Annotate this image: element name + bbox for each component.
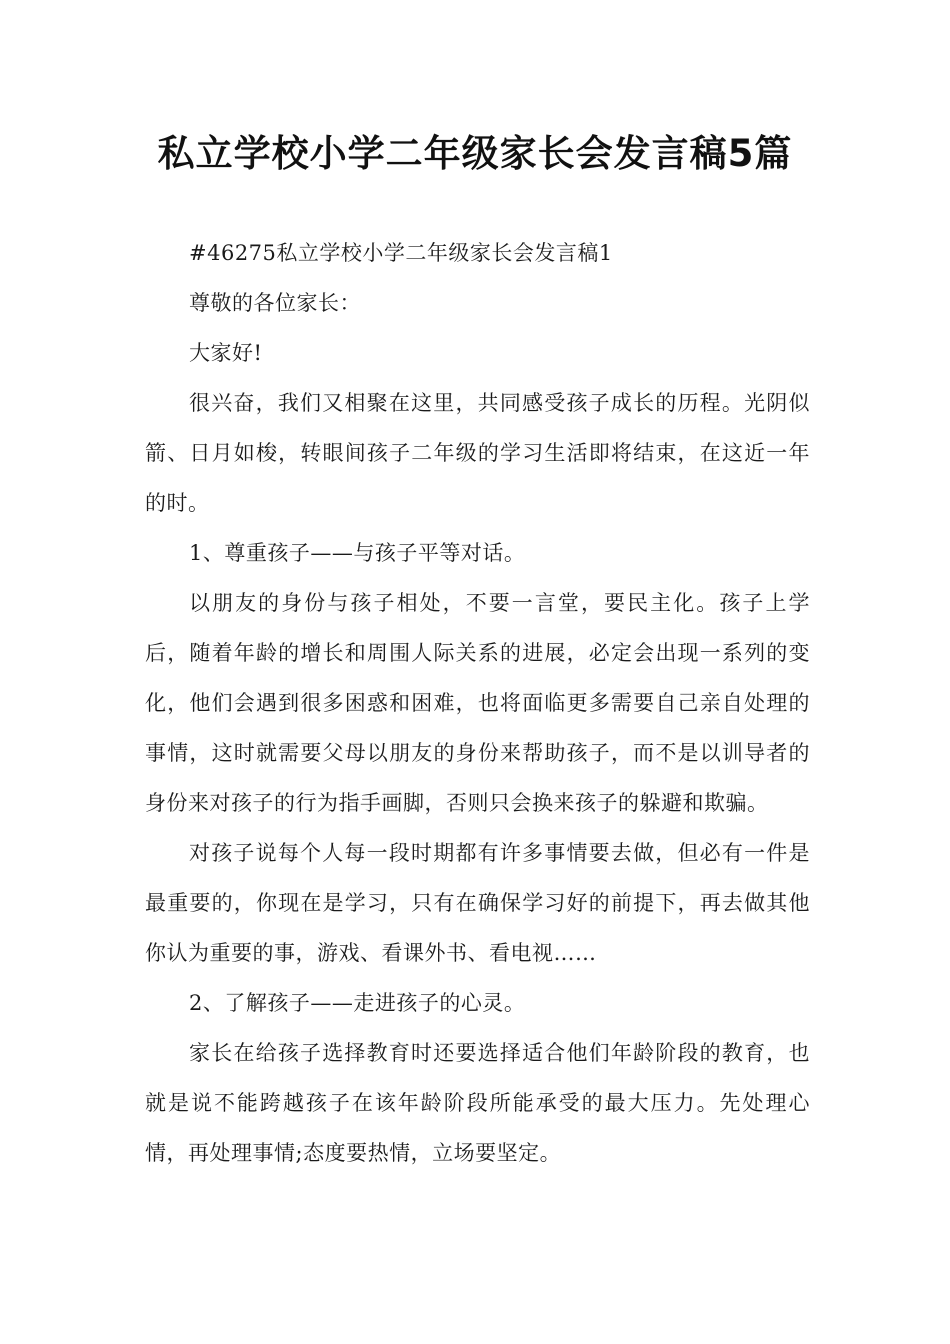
paragraph-section-1-advice: 对孩子说每个人每一段时期都有许多事情要去做，但必有一件是最重要的，你现在是学习，只有在确保学习好的前提下，再去做其他你认为重要的事，游戏、看课外书、看电视……	[145, 841, 810, 965]
paragraph-section-1-body: 以朋友的身份与孩子相处，不要一言堂，要民主化。孩子上学后，随着年龄的增长和周围人际关系的进展，必定会出现一系列的变化，他们会遇到很多困惑和困难，也将面临更多需要自己亲自处理的事情，这时就需要父母以朋友的身份来帮助孩子，而不是以训导者的身份来对孩子的行为指手画脚，否则只会换来孩子的躲避和欺骗。	[145, 591, 810, 815]
document-title: 私立学校小学二年级家长会发言稿5篇	[157, 132, 793, 175]
paragraph-greeting: 大家好!	[189, 341, 263, 365]
document-body	[145, 228, 810, 1178]
paragraph-section-2-body: 家长在给孩子选择教育时还要选择适合他们年龄阶段的教育，也就是说不能跨越孩子在该年龄阶段所能承受的最大压力。先处理心情，再处理事情;态度要热情，立场要坚定。	[145, 1041, 810, 1165]
paragraph-intro: 很兴奋，我们又相聚在这里，共同感受孩子成长的历程。光阴似箭、日月如梭，转眼间孩子二年级的学习生活即将结束，在这近一年的时。	[145, 391, 810, 515]
paragraph-salutation: 尊敬的各位家长：	[189, 291, 361, 315]
paragraph-section-1-heading: 1、尊重孩子——与孩子平等对话。	[189, 541, 526, 565]
paragraph-section-2-heading: 2、了解孩子——走进孩子的心灵。	[189, 991, 526, 1015]
paragraph-heading: #46275私立学校小学二年级家长会发言稿1	[189, 241, 613, 265]
